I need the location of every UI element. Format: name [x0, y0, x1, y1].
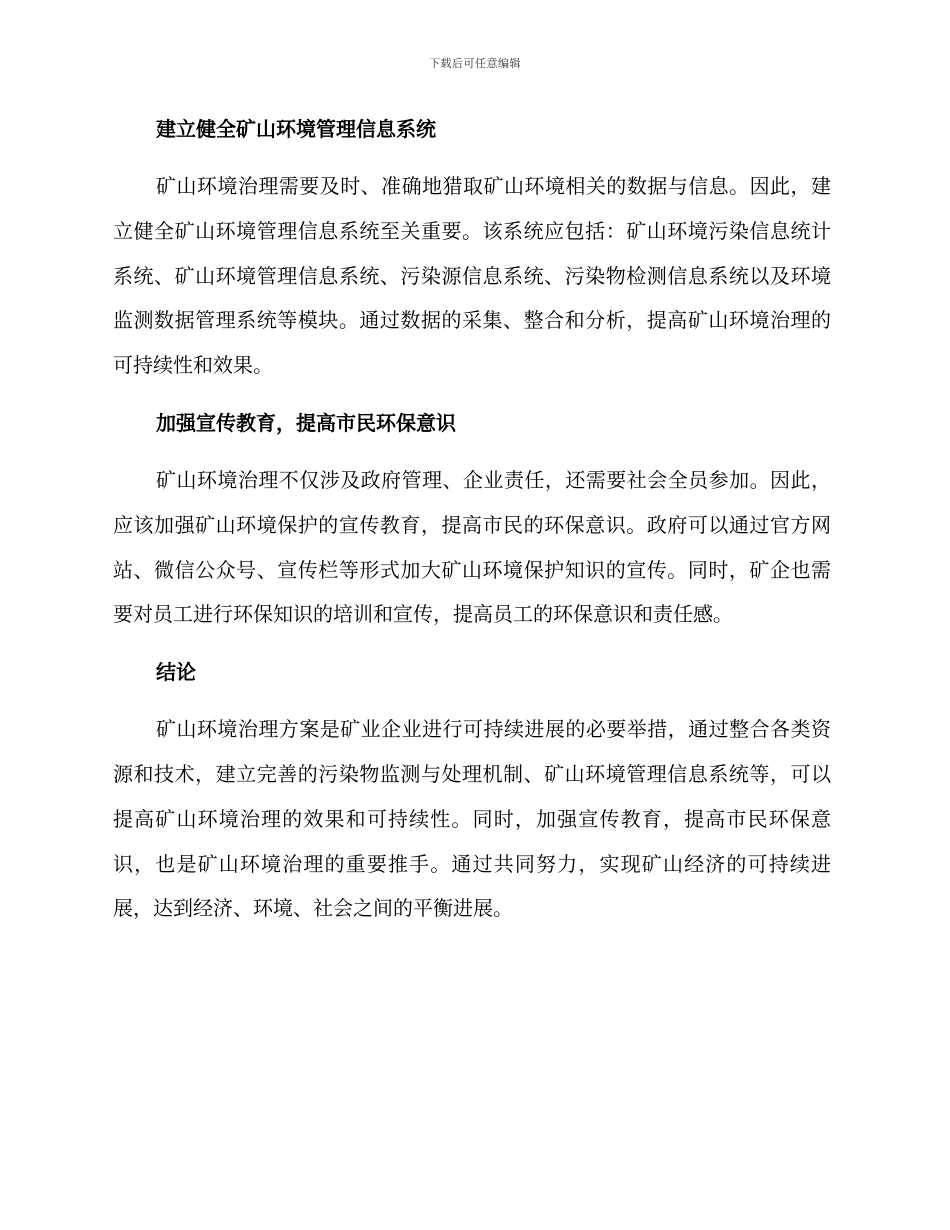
section-heading-publicity-education: 加强宣传教育，提高市民环保意识 — [156, 410, 456, 435]
document-body — [113, 107, 831, 931]
section-heading-conclusion: 结论 — [156, 660, 196, 685]
page-header-note: 下载后可任意编辑 — [429, 57, 521, 70]
section-heading-info-system: 建立健全矿山环境管理信息系统 — [156, 117, 436, 141]
section-paragraph-info-system: 矿山环境治理需要及时、准确地猎取矿山环境相关的数据与信息。因此，建立健全矿山环境管理信息系统至关重要。该系统应包括：矿山环境污染信息统计系统、矿山环境管理信息系统、污染源信息系统、污染物检测信息系统以及环境监测数据管理系统等模块。通过数据的采集、整合和分析，提高矿山环境治理的可持续性和效果。 — [113, 174, 831, 378]
section-paragraph-conclusion: 矿山环境治理方案是矿业企业进行可持续进展的必要举措，通过整合各类资源和技术，建立完善的污染物监测与处理机制、矿山环境管理信息系统等，可以提高矿山环境治理的效果和可持续性。同时，加强宣传教育，提高市民环保意识，也是矿山环境治理的重要推手。通过共同努力，实现矿山经济的可持续进展，达到经济、环境、社会之间的平衡进展。 — [113, 717, 831, 921]
section-paragraph-publicity-education: 矿山环境治理不仅涉及政府管理、企业责任，还需要社会全员参加。因此，应该加强矿山环境保护的宣传教育，提高市民的环保意识。政府可以通过官方网站、微信公众号、宣传栏等形式加大矿山环境保护知识的宣传。同时，矿企也需要对员工进行环保知识的培训和宣传，提高员工的环保意识和责任感。 — [113, 467, 831, 627]
